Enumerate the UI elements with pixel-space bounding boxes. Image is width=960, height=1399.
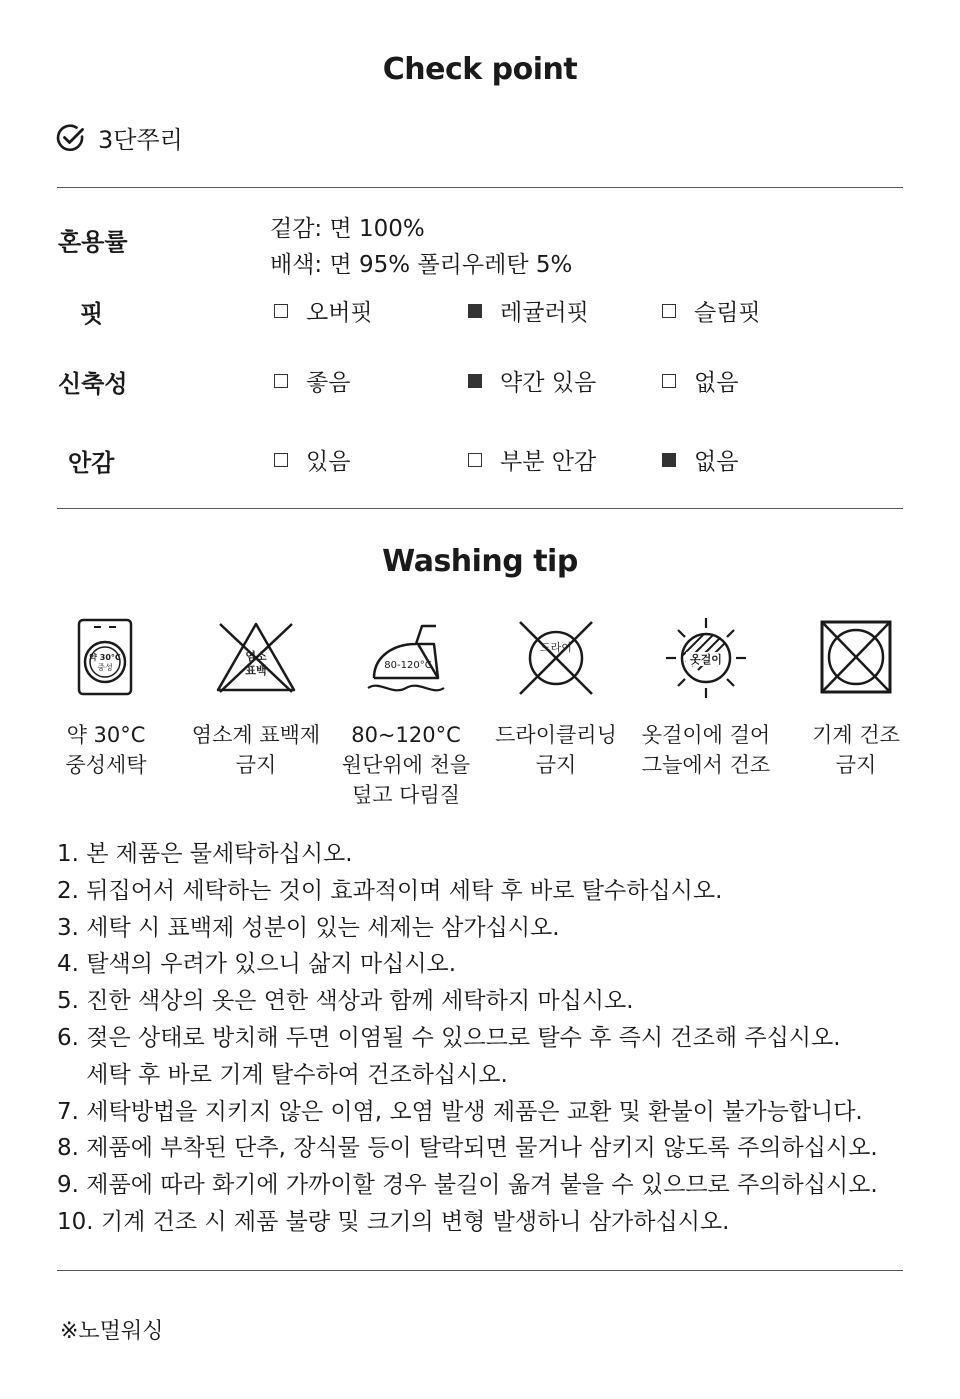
checkbox-filled-icon (662, 453, 676, 467)
lining-option-yes: 있음 (274, 443, 350, 476)
stretch-label: 신축성 (58, 370, 128, 398)
fit-option-slim: 슬림핏 (662, 294, 761, 327)
iron-caption: 80~120°C 원단위에 천을 덮고 다림질 (341, 723, 471, 807)
dry-text: 드라이 (540, 641, 572, 654)
divider-middle (57, 508, 903, 509)
note-8: 8. 제품에 부착된 단추, 장식물 등이 탈락되면 물거나 삼키지 않도록 주의하십시오. (57, 1135, 878, 1162)
stretch-option-good: 좋음 (274, 364, 350, 397)
checkbox-filled-icon (468, 304, 482, 318)
lining-label: 안감 (68, 449, 115, 477)
note-2: 2. 뒤집어서 세탁하는 것이 효과적이며 세탁 후 바로 탈수하십시오. (57, 877, 723, 904)
fit-label: 핏 (80, 300, 104, 328)
hang-dry-caption: 옷걸이에 걸어 그늘에서 건조 (641, 723, 771, 777)
fit-option-over: 오버핏 (274, 294, 373, 327)
wash-neutral-text: 중성 (97, 663, 113, 672)
note-3: 3. 세탁 시 표백제 성분이 있는 세제는 삼가십시오. (57, 914, 560, 941)
checkbox-filled-icon (468, 374, 482, 388)
stretch-option-some: 약간 있음 (468, 364, 596, 397)
washing-machine-icon (64, 616, 148, 700)
bleach-text-1: 염소 (245, 650, 267, 663)
checkbox-empty-icon (274, 453, 288, 467)
check-item-label: 3단쭈리 (98, 126, 183, 154)
tumble-dry-caption: 기계 건조 금지 (812, 723, 900, 777)
fabric-line-1: 겉감: 면 100% (270, 216, 425, 242)
washing-notes (57, 836, 878, 1241)
dry-clean-caption: 드라이클리닝 금지 (495, 723, 617, 777)
hang-dry-shade-icon (664, 616, 748, 700)
no-tumble-dry-icon (814, 616, 898, 700)
divider-bottom (57, 1270, 903, 1271)
note-7: 7. 세탁방법을 지키지 않은 이염, 오염 발생 제품은 교환 및 환불이 불가능합니다. (57, 1098, 863, 1125)
checkbox-empty-icon (662, 374, 676, 388)
hanger-text: 옷걸이 (690, 653, 722, 666)
stretch-option-none: 없음 (662, 364, 738, 397)
wash-temp-text: 약 30°C (89, 653, 121, 662)
iron-icon (364, 616, 448, 700)
note-1: 1. 본 제품은 물세탁하십시오. (57, 841, 353, 867)
checkbox-empty-icon (662, 304, 676, 318)
lining-option-partial: 부분 안감 (468, 443, 596, 476)
fit-option-regular: 레귤러핏 (468, 294, 589, 327)
washing-tip-title: Washing tip (382, 544, 578, 579)
no-bleach-icon (214, 616, 298, 700)
fabric-label: 혼용률 (58, 228, 128, 256)
check-circle-icon (56, 123, 86, 153)
note-4: 4. 탈색의 우려가 있으니 삶지 마십시오. (57, 951, 457, 978)
note-10: 10. 기계 건조 시 제품 불량 및 크기의 변형 발생하니 삼가하십시오. (57, 1208, 730, 1235)
checkbox-empty-icon (468, 453, 482, 467)
check-point-title: Check point (382, 52, 578, 87)
checkbox-empty-icon (274, 374, 288, 388)
wash-caption: 약 30°C 중성세탁 (65, 723, 147, 777)
note-5: 5. 진한 색상의 옷은 연한 색상과 함께 세탁하지 마십시오. (57, 988, 634, 1015)
note-6-continued: 세탁 후 바로 기계 탈수하여 건조하십시오. (57, 1061, 508, 1088)
lining-option-none: 없음 (662, 443, 738, 476)
iron-temp-text: 80-120°C (384, 660, 432, 671)
bleach-caption: 염소계 표백제 금지 (191, 723, 321, 777)
footer-note: ※노멀워싱 (60, 1319, 164, 1344)
no-dry-clean-icon (514, 616, 598, 700)
check-item (56, 120, 183, 155)
note-9: 9. 제품에 따라 화기에 가까이할 경우 불길이 옮겨 붙을 수 있으므로 주의하십시오. (57, 1172, 878, 1199)
divider-top (57, 187, 903, 188)
note-6: 6. 젖은 상태로 방치해 두면 이염될 수 있으므로 탈수 후 즉시 건조해 주십시오. (57, 1024, 841, 1051)
bleach-text-2: 표백 (245, 664, 267, 677)
fabric-line-2: 배색: 면 95% 폴리우레탄 5% (270, 252, 573, 278)
checkbox-empty-icon (274, 304, 288, 318)
